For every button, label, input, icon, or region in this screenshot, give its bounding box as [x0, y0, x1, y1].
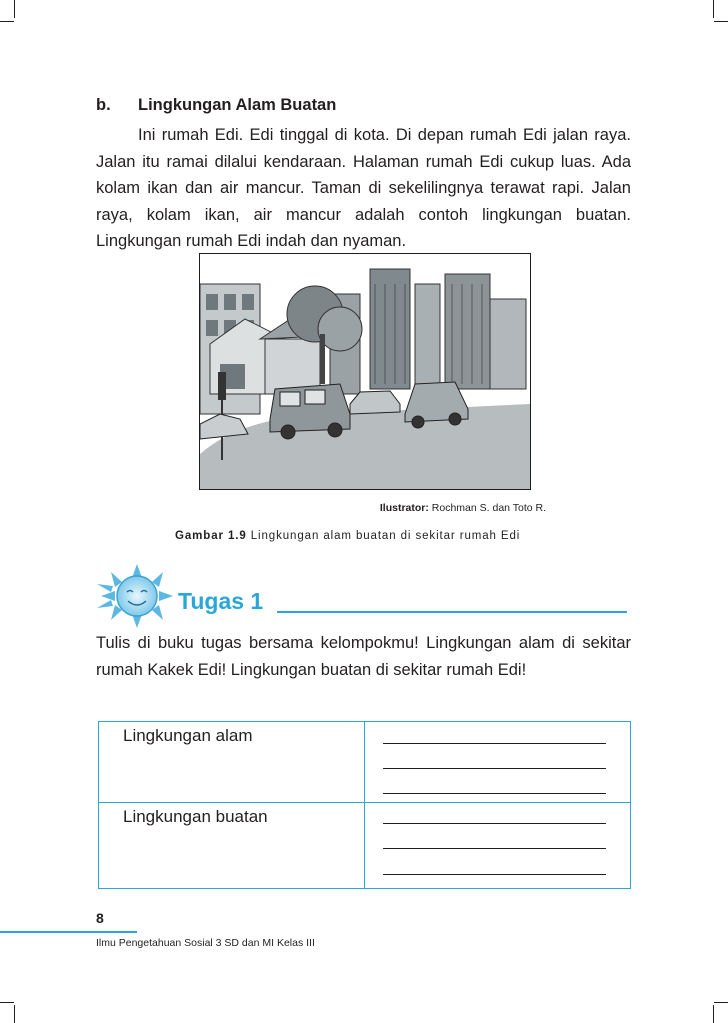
- footer-rule: [0, 931, 137, 933]
- crop-mark: [0, 1002, 14, 1003]
- caption-text: Lingkungan alam buatan di sekitar rumah Edi: [250, 530, 521, 542]
- caption-label: Gambar 1.9: [175, 530, 247, 542]
- task-title: Tugas 1: [178, 588, 264, 614]
- answer-blank-line: [383, 768, 606, 769]
- crop-mark: [713, 0, 714, 18]
- answer-blank-line: [383, 874, 606, 875]
- answer-blank-line: [383, 848, 606, 849]
- section-heading: [96, 96, 336, 115]
- crop-mark: [0, 21, 14, 22]
- smiling-sun-icon: [97, 564, 177, 628]
- crop-mark: [714, 21, 728, 22]
- task-instructions: Tulis di buku tugas bersama kelompokmu! Lingkungan alam di sekitar rumah Kakek Edi! Lingkungan buatan di sekitar rumah Edi!: [96, 634, 631, 679]
- crop-mark: [14, 1005, 15, 1023]
- figure-caption: [175, 530, 520, 542]
- table-row-label-alam: Lingkungan alam: [123, 726, 253, 745]
- credit-label: Ilustrator:: [379, 502, 429, 514]
- answer-blank-line: [383, 743, 606, 744]
- illustrator-credit: [350, 502, 546, 514]
- answer-blank-line: [383, 823, 606, 824]
- table-column-divider: [364, 722, 365, 888]
- city-illustration: [199, 253, 531, 490]
- footer-book-title: Ilmu Pengetahuan Sosial 3 SD dan MI Kelas III: [96, 937, 315, 949]
- answer-blank-line: [383, 793, 606, 794]
- crop-mark: [713, 1005, 714, 1023]
- answer-table: [98, 721, 631, 889]
- page-number: 8: [96, 910, 104, 926]
- city-street-drawing: [200, 254, 530, 489]
- section-letter: b.: [96, 96, 111, 114]
- body-paragraph: Ini rumah Edi. Edi tinggal di kota. Di depan rumah Edi jalan raya. Jalan itu ramai dilalui kendaraan. Halaman rumah Edi cukup luas. Ada kolam ikan dan air mancur. Taman di sekelilingnya terawat rapi. Jalan raya, kolam ikan, air mancur adalah contoh lingkungan buatan. Lingkungan rumah Edi indah dan nyaman.: [96, 126, 631, 251]
- section-title: Lingkungan Alam Buatan: [138, 96, 337, 114]
- crop-mark: [14, 0, 15, 18]
- table-row-label-buatan: Lingkungan buatan: [123, 807, 268, 826]
- task-title-rule: [277, 611, 627, 613]
- credit-names: Rochman S. dan Toto R.: [431, 502, 546, 514]
- crop-mark: [714, 1002, 728, 1003]
